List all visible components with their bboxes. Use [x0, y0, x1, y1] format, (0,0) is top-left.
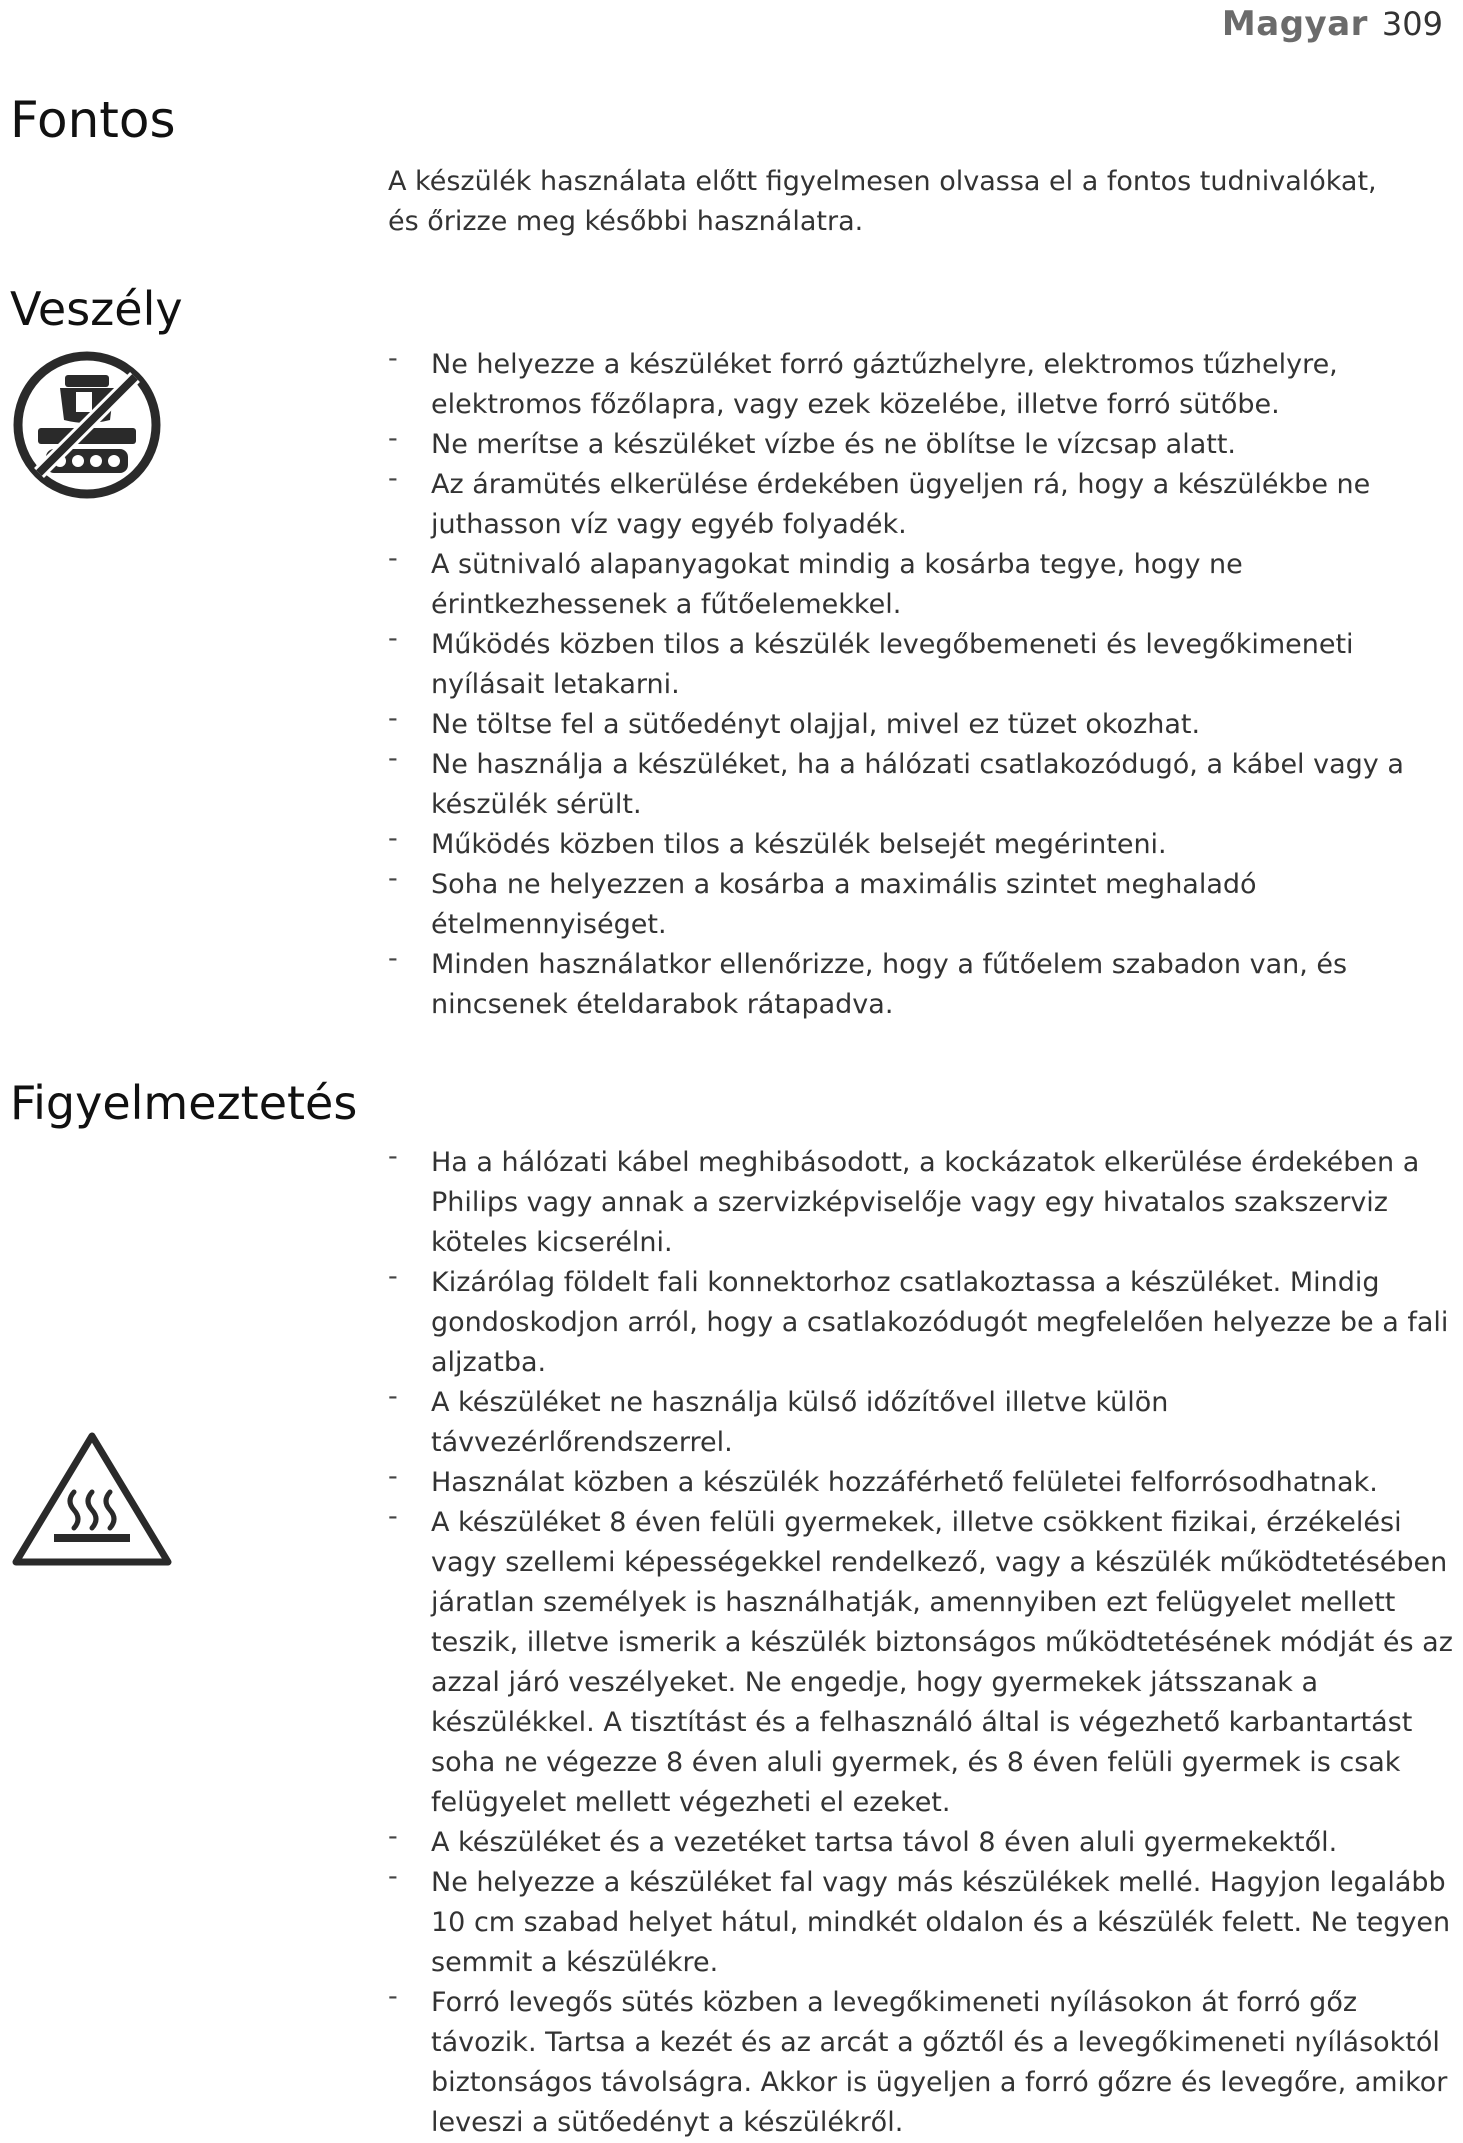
list-item: - Ne töltse fel a sütőedényt olajjal, mivel ez tüzet okozhat.: [388, 705, 1460, 745]
no-appliance-on-hot-surface-icon: [10, 348, 164, 502]
intro-text: A készülék használata előtt figyelmesen olvassa el a fontos tudnivalókat, és őrizze meg későbbi használatra.: [388, 166, 1377, 237]
page-header: [1222, 4, 1443, 44]
list-item: - Használat közben a készülék hozzáférhető felületei felforrósodhatnak.: [388, 1463, 1460, 1503]
list-item: - Forró levegős sütés közben a levegőkimeneti nyílásokon át forró gőz távozik. Tartsa a kezét és az arcát a gőztől és a levegőkimeneti nyílásoktól biztonságos távolságra. Akkor is ügyeljen a forró gőzre és levegőre, amikor leveszi a sütőedényt a készülékről.: [388, 1983, 1460, 2143]
list-item: - A készüléket és a vezetéket tartsa távol 8 éven aluli gyermekektől.: [388, 1823, 1460, 1863]
language-label: Magyar: [1221, 4, 1368, 44]
hot-surface-warning-icon: [10, 1428, 174, 1568]
warning-list: [388, 1143, 1460, 2143]
heading-warning: Figyelmeztetés: [10, 1076, 358, 1130]
list-item: - Az áramütés elkerülése érdekében ügyeljen rá, hogy a készülékbe ne juthasson víz vagy egyéb folyadék.: [388, 465, 1460, 545]
list-item: - Ne merítse a készüléket vízbe és ne öblítse le vízcsap alatt.: [388, 425, 1460, 465]
list-item: - A sütnivaló alapanyagokat mindig a kosárba tegye, hogy ne érintkezhessenek a fűtőelemekkel.: [388, 545, 1460, 625]
list-item: - Működés közben tilos a készülék belsejét megérinteni.: [388, 825, 1460, 865]
danger-list: [388, 345, 1460, 1025]
list-item: - Ne használja a készüléket, ha a hálózati csatlakozódugó, a kábel vagy a készülék sérült.: [388, 745, 1460, 825]
list-item: - Ne helyezze a készüléket fal vagy más készülékek mellé. Hagyjon legalább 10 cm szabad helyet hátul, mindkét oldalon és a készülék felett. Ne tegyen semmit a készülékre.: [388, 1863, 1460, 1983]
heading-important: Fontos: [10, 91, 176, 149]
list-item: - Működés közben tilos a készülék levegőbemeneti és levegőkimeneti nyílásait letakarni.: [388, 625, 1460, 705]
page-number: 309: [1381, 5, 1443, 43]
list-item: - Ha a hálózati kábel meghibásodott, a kockázatok elkerülése érdekében a Philips vagy annak a szervizképviselője vagy egy hivatalos szakszerviz köteles kicserélni.: [388, 1143, 1460, 1263]
list-item: - A készüléket 8 éven felüli gyermekek, illetve csökkent fizikai, érzékelési vagy szellemi képességekkel rendelkező, vagy a készülék működtetésében járatlan személyek is használhatják, amennyiben ezt felügyelet mellett teszik, illetve ismerik a készülék biztonságos működtetésének módját és az azzal járó veszélyeket. Ne engedje, hogy gyermekek játsszanak a készülékkel. A tisztítást és a felhasználó által is végezhető karbantartást soha ne végezze 8 éven aluli gyermek, és 8 éven felüli gyermek is csak felügyelet mellett végezheti el ezeket.: [388, 1503, 1460, 1823]
list-item: - Kizárólag földelt fali konnektorhoz csatlakoztassa a készüléket. Mindig gondoskodjon arról, hogy a csatlakozódugót megfelelően helyezze be a fali aljzatba.: [388, 1263, 1460, 1383]
list-item: - A készüléket ne használja külső időzítővel illetve külön távvezérlőrendszerrel.: [388, 1383, 1460, 1463]
list-item: - Soha ne helyezzen a kosárba a maximális szintet meghaladó ételmennyiséget.: [388, 865, 1460, 945]
heading-danger: Veszély: [10, 282, 183, 336]
list-item: - Ne helyezze a készüléket forró gáztűzhelyre, elektromos tűzhelyre, elektromos főzőlapra, vagy ezek közelébe, illetve forró sütőbe.: [388, 345, 1460, 425]
list-item: - Minden használatkor ellenőrizze, hogy a fűtőelem szabadon van, és nincsenek ételdarabok rátapadva.: [388, 945, 1460, 1025]
